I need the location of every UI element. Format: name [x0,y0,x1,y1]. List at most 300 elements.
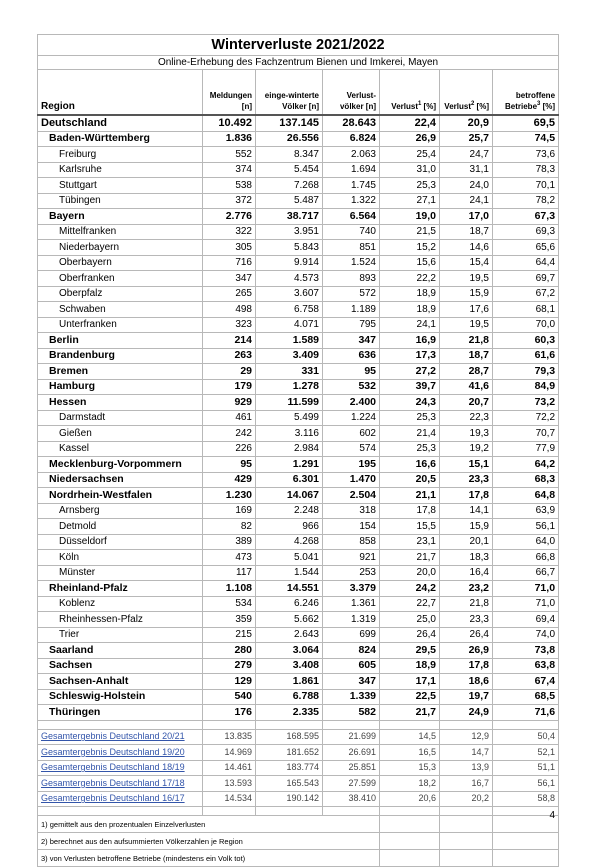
cell-meldungen: 95 [203,457,256,473]
cell-meldungen: 13.835 [203,729,256,745]
cell-verlust2: 19,7 [440,689,493,705]
cell-eingewintert: 4.268 [256,534,323,550]
cell-region: Schleswig-Holstein [38,689,203,705]
cell-eingewintert: 966 [256,519,323,535]
header-verlust1: Verlust$^1$ [%] [380,70,440,116]
footnote-text: 2) berechnet aus den aufsummierten Völkerzahlen je Region [38,833,380,850]
cell-verlust2: 19,2 [440,441,493,457]
cell-verlustvoelker: 1.339 [323,689,380,705]
cell-verlustvoelker: 851 [323,240,380,256]
cell-verlustvoelker: 605 [323,658,380,674]
cell-betriebe: 67,4 [493,674,559,690]
footnote-row [38,833,559,850]
cell-meldungen: 389 [203,534,256,550]
region-row [38,612,559,628]
cell-verlust2: 21,8 [440,333,493,349]
cell-verlust2: 15,1 [440,457,493,473]
cell-meldungen: 14.534 [203,791,256,807]
cell-verlust1: 16,6 [380,457,440,473]
table-subtitle: Online-Erhebung des Fachzentrum Bienen und Imkerei, Mayen [38,56,559,70]
cell-region: Koblenz [38,596,203,612]
cell-meldungen: 279 [203,658,256,674]
cell-eingewintert: 165.543 [256,776,323,792]
cell-verlust2: 17,8 [440,658,493,674]
footnote-row [38,850,559,867]
state-row [38,643,559,659]
cell-eingewintert: 2.643 [256,627,323,643]
cell-betriebe: 79,3 [493,364,559,380]
cell-verlust2: 17,8 [440,488,493,504]
state-row [38,488,559,504]
cell-eingewintert: 6.301 [256,472,323,488]
cell-meldungen: 540 [203,689,256,705]
cell-verlust2: 16,4 [440,565,493,581]
cell-meldungen: 265 [203,286,256,302]
cell-eingewintert: 7.268 [256,178,323,194]
cell-verlust1: 18,9 [380,658,440,674]
footnotes [38,807,559,867]
total-row [38,115,559,131]
cell-verlust1: 22,4 [380,115,440,131]
cell-region: Karlsruhe [38,162,203,178]
cell-verlust1: 25,3 [380,441,440,457]
cell-meldungen: 179 [203,379,256,395]
cell-verlust2: 20,1 [440,534,493,550]
cell-betriebe: 64,4 [493,255,559,271]
cell-verlust1: 25,3 [380,410,440,426]
cell-eingewintert: 2.248 [256,503,323,519]
cell-verlust1: 21,7 [380,550,440,566]
cell-verlustvoelker: 574 [323,441,380,457]
cell-eingewintert: 1.278 [256,379,323,395]
cell-region: Sachsen-Anhalt [38,674,203,690]
cell-meldungen: 534 [203,596,256,612]
cell-verlust2: 22,3 [440,410,493,426]
cell-meldungen: 1.230 [203,488,256,504]
state-row [38,705,559,721]
cell-eingewintert: 1.291 [256,457,323,473]
state-row [38,364,559,380]
region-row [38,596,559,612]
cell-verlust2: 41,6 [440,379,493,395]
cell-betriebe: 61,6 [493,348,559,364]
cell-verlustvoelker: 824 [323,643,380,659]
cell-region: Darmstadt [38,410,203,426]
cell-verlust2: 23,3 [440,472,493,488]
summary-row [38,745,559,761]
cell-verlustvoelker: 1.745 [323,178,380,194]
cell-verlust2: 25,7 [440,131,493,147]
cell-verlustvoelker: 921 [323,550,380,566]
cell-verlust2: 24,7 [440,147,493,163]
cell-betriebe: 73,6 [493,147,559,163]
cell-verlustvoelker: 893 [323,271,380,287]
cell-eingewintert: 38.717 [256,209,323,225]
cell-verlust2: 17,0 [440,209,493,225]
cell-verlustvoelker: 602 [323,426,380,442]
cell-betriebe: 74,5 [493,131,559,147]
cell-betriebe: 70,7 [493,426,559,442]
cell-meldungen: 429 [203,472,256,488]
cell-verlustvoelker: 347 [323,333,380,349]
cell-region [38,760,203,776]
cell-eingewintert: 6.788 [256,689,323,705]
cell-betriebe: 63,8 [493,658,559,674]
cell-verlustvoelker: 1.694 [323,162,380,178]
footnote-row [38,816,559,833]
cell-meldungen: 13.593 [203,776,256,792]
cell-betriebe: 77,9 [493,441,559,457]
cell-verlust2: 16,7 [440,776,493,792]
cell-betriebe: 72,2 [493,410,559,426]
cell-betriebe: 66,8 [493,550,559,566]
cell-verlustvoelker: 25.851 [323,760,380,776]
cell-region: Mecklenburg-Vorpommern [38,457,203,473]
cell-meldungen: 461 [203,410,256,426]
cell-verlust1: 25,3 [380,178,440,194]
cell-verlustvoelker: 28.643 [323,115,380,131]
cell-region: Münster [38,565,203,581]
column-header-row [38,70,559,116]
cell-verlust2: 14,1 [440,503,493,519]
cell-region: Nordrhein-Westfalen [38,488,203,504]
footnote-text: 1) gemittelt aus den prozentualen Einzelverlusten [38,816,380,833]
cell-eingewintert: 168.595 [256,729,323,745]
cell-region: Gießen [38,426,203,442]
cell-meldungen: 117 [203,565,256,581]
cell-meldungen: 1.836 [203,131,256,147]
data-rows [38,115,559,720]
cell-betriebe: 70,1 [493,178,559,194]
cell-eingewintert: 5.662 [256,612,323,628]
cell-verlustvoelker: 21.699 [323,729,380,745]
cell-verlustvoelker: 1.322 [323,193,380,209]
cell-meldungen: 473 [203,550,256,566]
cell-betriebe: 52,1 [493,745,559,761]
cell-region: Rheinland-Pfalz [38,581,203,597]
cell-verlust1: 23,1 [380,534,440,550]
cell-betriebe: 51,1 [493,760,559,776]
cell-region [38,776,203,792]
cell-verlust2: 12,9 [440,729,493,745]
cell-verlust2: 26,4 [440,627,493,643]
cell-meldungen: 82 [203,519,256,535]
summary-link[interactable]: Gesamtergebnis Deutschland 20/21 [41,731,185,742]
state-row [38,472,559,488]
cell-verlust1: 14,5 [380,729,440,745]
cell-verlustvoelker: 253 [323,565,380,581]
cell-verlust1: 26,4 [380,627,440,643]
state-row [38,131,559,147]
region-row [38,534,559,550]
cell-verlust1: 20,5 [380,472,440,488]
cell-region: Stuttgart [38,178,203,194]
cell-region: Niedersachsen [38,472,203,488]
cell-verlust2: 15,9 [440,519,493,535]
cell-meldungen: 14.461 [203,760,256,776]
cell-region: Rheinhessen-Pfalz [38,612,203,628]
state-row [38,395,559,411]
state-row [38,457,559,473]
cell-verlustvoelker: 1.319 [323,612,380,628]
region-row [38,178,559,194]
region-row [38,193,559,209]
cell-region [38,729,203,745]
region-row [38,286,559,302]
cell-eingewintert: 1.544 [256,565,323,581]
cell-verlustvoelker: 572 [323,286,380,302]
cell-meldungen: 226 [203,441,256,457]
cell-meldungen: 552 [203,147,256,163]
cell-region: Sachsen [38,658,203,674]
cell-betriebe: 58,8 [493,791,559,807]
state-row [38,209,559,225]
cell-eingewintert: 5.454 [256,162,323,178]
cell-verlust1: 18,9 [380,286,440,302]
cell-meldungen: 2.776 [203,209,256,225]
cell-region [38,791,203,807]
cell-meldungen: 263 [203,348,256,364]
cell-eingewintert: 137.145 [256,115,323,131]
cell-betriebe: 68,1 [493,302,559,318]
cell-eingewintert: 331 [256,364,323,380]
cell-eingewintert: 5.499 [256,410,323,426]
cell-region: Schwaben [38,302,203,318]
cell-betriebe: 64,0 [493,534,559,550]
state-row [38,689,559,705]
cell-verlustvoelker: 6.824 [323,131,380,147]
cell-eingewintert: 3.064 [256,643,323,659]
summary-link[interactable]: Gesamtergebnis Deutschland 17/18 [41,777,185,788]
cell-eingewintert: 4.573 [256,271,323,287]
cell-verlustvoelker: 1.224 [323,410,380,426]
cell-verlustvoelker: 38.410 [323,791,380,807]
cell-region: Tübingen [38,193,203,209]
cell-meldungen: 538 [203,178,256,194]
cell-eingewintert: 3.116 [256,426,323,442]
cell-verlust1: 25,0 [380,612,440,628]
header-meldungen: Meldungen [n] [203,70,256,116]
cell-region: Bremen [38,364,203,380]
cell-eingewintert: 2.984 [256,441,323,457]
cell-region: Köln [38,550,203,566]
cell-verlustvoelker: 347 [323,674,380,690]
cell-betriebe: 68,3 [493,472,559,488]
cell-verlust2: 20,9 [440,115,493,131]
cell-verlust2: 18,7 [440,224,493,240]
cell-verlust1: 26,9 [380,131,440,147]
cell-verlust2: 18,6 [440,674,493,690]
cell-eingewintert: 5.843 [256,240,323,256]
cell-betriebe: 71,0 [493,581,559,597]
summary-link[interactable]: Gesamtergebnis Deutschland 18/19 [41,762,185,773]
region-row [38,317,559,333]
cell-verlust2: 23,3 [440,612,493,628]
cell-betriebe: 71,6 [493,705,559,721]
region-row [38,147,559,163]
cell-betriebe: 65,6 [493,240,559,256]
summary-link[interactable]: Gesamtergebnis Deutschland 19/20 [41,746,185,757]
cell-eingewintert: 5.041 [256,550,323,566]
cell-verlust1: 15,3 [380,760,440,776]
region-row [38,503,559,519]
cell-verlust1: 22,2 [380,271,440,287]
cell-verlust1: 24,2 [380,581,440,597]
cell-region: Arnsberg [38,503,203,519]
footnote-text: 3) von Verlusten betroffene Betriebe (mindestens ein Volk tot) [38,850,380,867]
cell-meldungen: 280 [203,643,256,659]
cell-verlust1: 15,2 [380,240,440,256]
cell-verlustvoelker: 195 [323,457,380,473]
cell-region: Hessen [38,395,203,411]
cell-region: Oberfranken [38,271,203,287]
cell-region: Saarland [38,643,203,659]
header-verlustvoelker: Verlust-völker [n] [323,70,380,116]
summary-link[interactable]: Gesamtergebnis Deutschland 16/17 [41,793,185,804]
cell-verlust1: 22,7 [380,596,440,612]
cell-betriebe: 69,4 [493,612,559,628]
cell-verlustvoelker: 3.379 [323,581,380,597]
cell-meldungen: 29 [203,364,256,380]
cell-verlust1: 20,6 [380,791,440,807]
cell-meldungen: 10.492 [203,115,256,131]
cell-eingewintert: 3.951 [256,224,323,240]
cell-verlustvoelker: 858 [323,534,380,550]
cell-eingewintert: 190.142 [256,791,323,807]
cell-meldungen: 214 [203,333,256,349]
cell-verlust1: 19,0 [380,209,440,225]
spacer-row [38,807,559,816]
region-row [38,441,559,457]
cell-meldungen: 242 [203,426,256,442]
header-verlust2: Verlust$^2$ [%] [440,70,493,116]
cell-verlust1: 17,1 [380,674,440,690]
cell-verlust2: 17,6 [440,302,493,318]
cell-verlust2: 26,9 [440,643,493,659]
summary-row [38,791,559,807]
cell-verlust2: 28,7 [440,364,493,380]
cell-betriebe: 56,1 [493,519,559,535]
cell-region: Mittelfranken [38,224,203,240]
cell-verlust1: 39,7 [380,379,440,395]
cell-region: Detmold [38,519,203,535]
cell-meldungen: 169 [203,503,256,519]
cell-region: Baden-Württemberg [38,131,203,147]
cell-verlustvoelker: 26.691 [323,745,380,761]
cell-meldungen: 14.969 [203,745,256,761]
region-row [38,240,559,256]
cell-verlust1: 16,5 [380,745,440,761]
cell-betriebe: 67,2 [493,286,559,302]
cell-betriebe: 64,2 [493,457,559,473]
cell-betriebe: 69,3 [493,224,559,240]
cell-betriebe: 66,7 [493,565,559,581]
region-row [38,224,559,240]
cell-betriebe: 60,3 [493,333,559,349]
state-row [38,333,559,349]
cell-verlustvoelker: 795 [323,317,380,333]
cell-verlust2: 13,9 [440,760,493,776]
header-region: Region [38,70,203,116]
cell-verlust2: 20,7 [440,395,493,411]
cell-betriebe: 63,9 [493,503,559,519]
cell-verlust1: 20,0 [380,565,440,581]
cell-verlust1: 15,5 [380,519,440,535]
region-row [38,426,559,442]
cell-verlustvoelker: 1.189 [323,302,380,318]
cell-verlustvoelker: 318 [323,503,380,519]
cell-verlust2: 14,6 [440,240,493,256]
cell-meldungen: 716 [203,255,256,271]
region-row [38,519,559,535]
cell-verlust1: 31,0 [380,162,440,178]
state-row [38,674,559,690]
cell-eingewintert: 181.652 [256,745,323,761]
cell-verlust1: 22,5 [380,689,440,705]
cell-region: Bayern [38,209,203,225]
cell-region: Düsseldorf [38,534,203,550]
cell-verlustvoelker: 27.599 [323,776,380,792]
cell-betriebe: 84,9 [493,379,559,395]
cell-eingewintert: 6.246 [256,596,323,612]
cell-eingewintert: 5.487 [256,193,323,209]
cell-betriebe: 71,0 [493,596,559,612]
summary-row [38,729,559,745]
cell-meldungen: 129 [203,674,256,690]
cell-betriebe: 68,5 [493,689,559,705]
spreadsheet-page [37,34,558,867]
spacer-row [38,720,559,729]
cell-meldungen: 374 [203,162,256,178]
cell-verlustvoelker: 532 [323,379,380,395]
page-number: 4 [549,810,555,821]
cell-verlust2: 20,2 [440,791,493,807]
cell-region: Oberpfalz [38,286,203,302]
cell-meldungen: 215 [203,627,256,643]
cell-region: Deutschland [38,115,203,131]
cell-betriebe: 56,1 [493,776,559,792]
cell-eingewintert: 3.408 [256,658,323,674]
region-row [38,271,559,287]
cell-region: Oberbayern [38,255,203,271]
cell-verlust2: 24,0 [440,178,493,194]
cell-verlust2: 19,5 [440,317,493,333]
cell-region: Kassel [38,441,203,457]
cell-region: Brandenburg [38,348,203,364]
cell-region: Freiburg [38,147,203,163]
cell-meldungen: 1.108 [203,581,256,597]
cell-verlustvoelker: 95 [323,364,380,380]
state-row [38,348,559,364]
cell-verlust2: 24,1 [440,193,493,209]
cell-verlust1: 15,6 [380,255,440,271]
cell-verlust2: 15,4 [440,255,493,271]
cell-meldungen: 347 [203,271,256,287]
table-title: Winterverluste 2021/2022 [38,35,559,56]
cell-betriebe: 64,8 [493,488,559,504]
cell-verlustvoelker: 6.564 [323,209,380,225]
cell-verlust2: 19,5 [440,271,493,287]
cell-eingewintert: 14.067 [256,488,323,504]
cell-verlust2: 23,2 [440,581,493,597]
cell-verlustvoelker: 2.400 [323,395,380,411]
cell-verlust1: 27,2 [380,364,440,380]
cell-region: Trier [38,627,203,643]
summary-rows [38,720,559,807]
cell-region: Unterfranken [38,317,203,333]
cell-eingewintert: 4.071 [256,317,323,333]
cell-region: Hamburg [38,379,203,395]
